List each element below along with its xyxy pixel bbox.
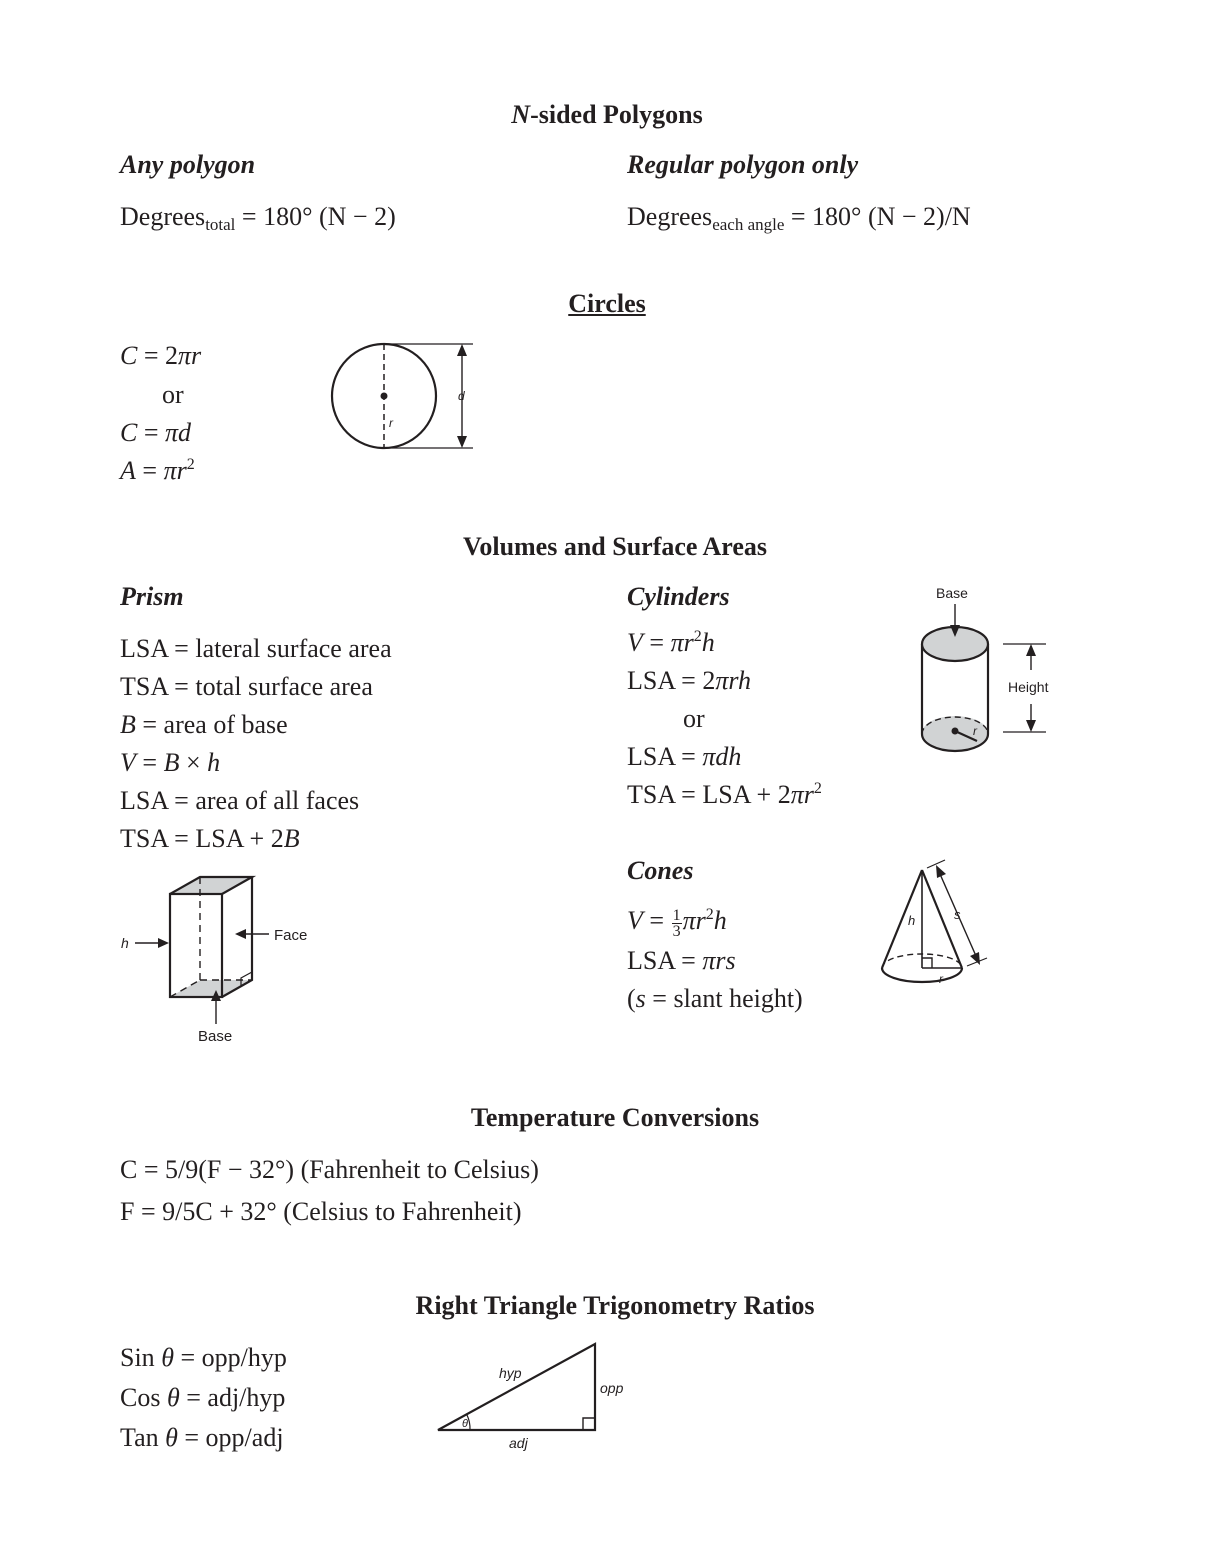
cylinder-radius-label: r (973, 724, 977, 738)
cylinder-or-text: or (683, 704, 705, 733)
hyp-label: hyp (499, 1365, 522, 1381)
cone-height-label: h (908, 913, 916, 928)
prism-base-label: Base (198, 1028, 233, 1045)
right-triangle-diagram (430, 1335, 640, 1460)
prism-lsa-definition: LSA = lateral surface area (120, 634, 392, 663)
prism-base-definition: B = area of base (120, 710, 288, 739)
fahrenheit-formula: F = 9/5C + 32° (Celsius to Fahrenheit) (120, 1197, 522, 1226)
polygons-title: N-sided Polygons (511, 100, 703, 129)
trig-title: Right Triangle Trigonometry Ratios (415, 1291, 815, 1320)
any-polygon-heading: Any polygon (120, 150, 256, 179)
prism-tsa-definition: TSA = total surface area (120, 672, 373, 701)
prism-lsa-faces: LSA = area of all faces (120, 786, 360, 815)
tan-formula: Tan θ = opp/adj (120, 1423, 284, 1452)
circles-title: Circles (568, 289, 646, 318)
degrees-each-angle-formula: Degrees$_{each angle}$ = 180° (N − 2)/N (627, 202, 971, 234)
radius-label: r (389, 416, 393, 430)
cylinder-diagram (905, 582, 1065, 757)
degrees-total-formula: Degrees$_{total}$ = 180° (N − 2) (120, 202, 396, 234)
cylinder-volume-formula: $V = \pi r^2h$ (627, 628, 715, 657)
cone-diagram (875, 855, 995, 1000)
cone-slant-note: (s = slant height) (627, 984, 803, 1013)
cone-radius-label: r (939, 972, 943, 986)
prism-face-label: Face (274, 927, 308, 944)
regular-polygon-heading: Regular polygon only (627, 150, 859, 179)
cylinder-height-label: Height (1008, 679, 1049, 695)
circumference-diameter-formula: C = πd (120, 418, 192, 447)
area-formula: $A = \pi r^2$ (120, 456, 195, 485)
cone-slant-label: s (954, 907, 961, 922)
prism-diagram (115, 870, 325, 1050)
temperature-title: Temperature Conversions (470, 1103, 760, 1132)
celsius-formula: C = 5/9(F − 32°) (Fahrenheit to Celsius) (120, 1155, 539, 1184)
opp-label: opp (600, 1380, 624, 1396)
prism-volume-formula: V = B × h (120, 748, 221, 777)
theta-label: θ (462, 1418, 468, 1430)
cone-lsa-formula: LSA = πrs (627, 946, 736, 975)
circumference-formula: C = 2πr (120, 341, 202, 370)
adj-label: adj (509, 1435, 528, 1451)
diameter-label: d (458, 389, 465, 403)
cone-volume-formula: V = $\frac{1}{3}$ $\pi r^2h$ (627, 906, 727, 940)
circle-or-text: or (162, 380, 184, 409)
prism-heading: Prism (120, 582, 184, 611)
cylinder-lsa-formula: LSA = 2πrh (627, 666, 752, 695)
cylinder-tsa-formula: TSA = LSA + $2\pi r^2$ (627, 780, 822, 809)
cylinder-lsa-diameter-formula: LSA = πdh (627, 742, 742, 771)
prism-height-label: h (121, 935, 129, 951)
cylinders-heading: Cylinders (627, 582, 730, 611)
cos-formula: Cos θ = adj/hyp (120, 1383, 286, 1412)
cones-heading: Cones (627, 856, 694, 885)
volumes-title: Volumes and Surface Areas (462, 532, 768, 561)
circle-diagram (325, 338, 485, 456)
sin-formula: Sin θ = opp/hyp (120, 1343, 287, 1372)
prism-tsa-formula: TSA = LSA + 2B (120, 824, 300, 853)
cylinder-base-label: Base (936, 585, 968, 601)
